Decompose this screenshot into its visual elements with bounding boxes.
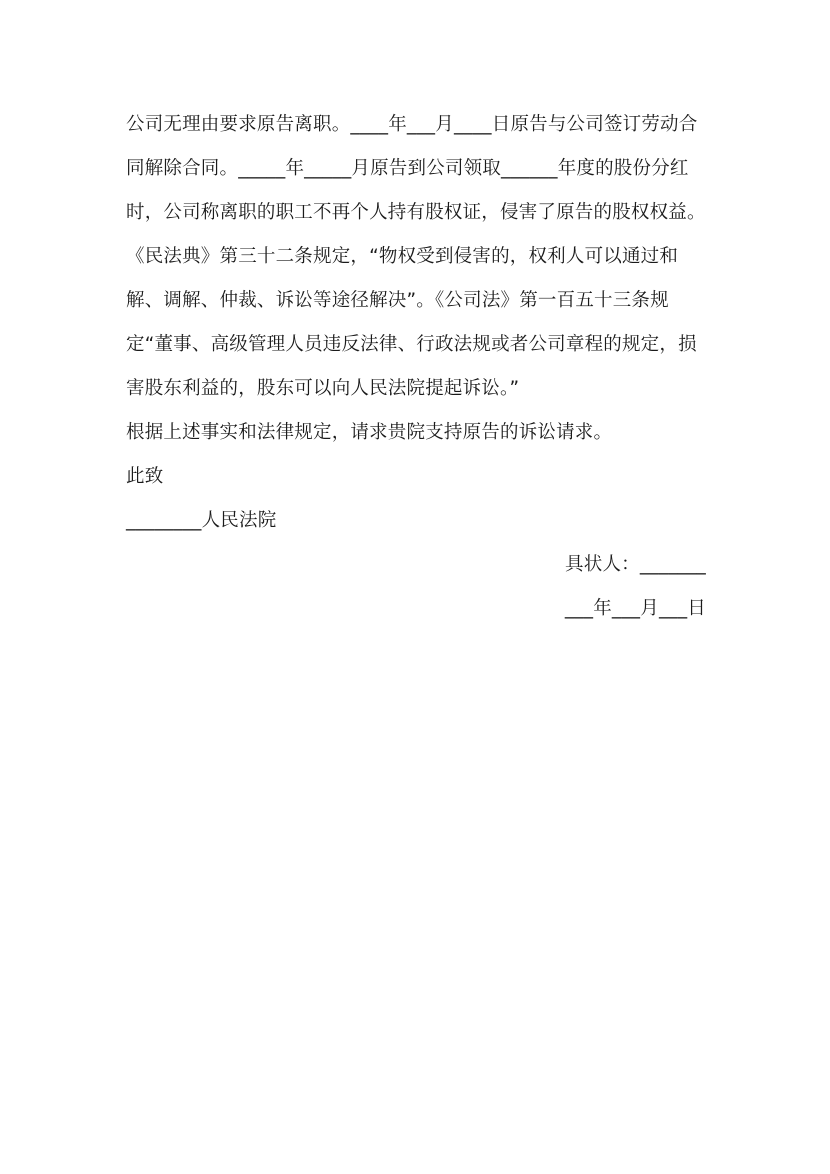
paragraph-request: 根据上述事实和法律规定，请求贵院支持原告的诉讼请求。 bbox=[126, 422, 613, 443]
court-addressee: ________人民法院 bbox=[126, 510, 277, 531]
paragraph-facts: 公司无理由要求原告离职。____年___月____日原告与公司签订劳动合同解除合同。_____年_____月原告到公司领取______年度的股份分红时，公司称离职的职工不再个人持有股权证，侵害了原告的股权权益。 bbox=[126, 114, 706, 223]
signer-line: 具状人：_______ bbox=[565, 554, 706, 575]
paragraph-legal-basis: 《民法典》第三十二条规定，“物权受到侵害的，权利人可以通过和解、调解、仲裁、诉讼等途径解决”。《公司法》第一百五十三条规定“董事、高级管理人员违反法律、行政法规或者公司章程的规定，损害股东利益的，股东可以向人民法院提起诉讼。” bbox=[126, 246, 697, 399]
closing-salutation: 此致 bbox=[126, 466, 164, 487]
date-line: ___年___月___日 bbox=[564, 598, 706, 619]
document-body bbox=[126, 103, 706, 631]
